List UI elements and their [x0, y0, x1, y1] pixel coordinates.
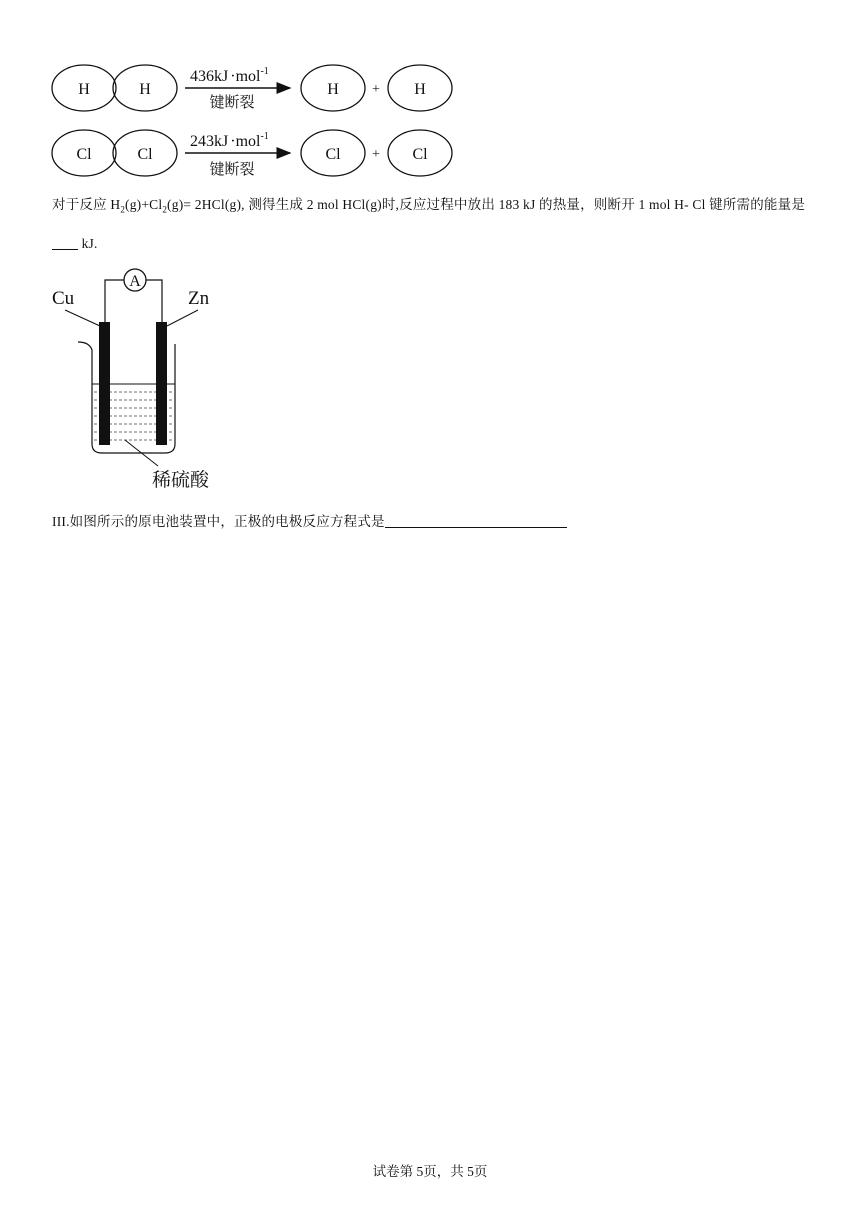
bond-row-cl2 [52, 130, 452, 178]
atom-label: H [414, 81, 426, 98]
answer-blank[interactable] [385, 513, 567, 528]
question-text: (g)= 2HCl(g), 测得生成 2 mol HCl(g)时,反应过程中放出 183 kJ 的热量，则断开 1 mol H- Cl 键所需的能量是 [167, 197, 806, 212]
atom-label: Cl [76, 146, 92, 163]
atom-label: Cl [325, 146, 341, 163]
subscript: 2 [120, 204, 126, 215]
atom-label: H [139, 81, 151, 98]
galvanic-cell-diagram [40, 258, 260, 498]
bond-row-h2 [52, 65, 452, 111]
bond-breaking-diagram [0, 0, 470, 190]
energy-label: 436kJ ·mol$^{-1}$ [190, 66, 269, 85]
plus-sign: + [372, 82, 380, 97]
atom-label: H [327, 81, 339, 98]
arrow-caption: 键断裂 [209, 162, 255, 178]
question-bond-energy [52, 188, 822, 260]
subscript: 2 [162, 204, 168, 215]
question-text: 对于反应 H [52, 197, 121, 212]
page-footer: 试卷第 5页，共 5页 [372, 1164, 488, 1179]
question-text: III.如图所示的原电池装置中，正极的电极反应方程式是 [52, 514, 385, 529]
solution-label: 稀硫酸 [152, 469, 210, 491]
arrow-caption: 键断裂 [209, 95, 255, 111]
zn-label: Zn [188, 288, 210, 309]
leader-line [167, 310, 198, 326]
wire [105, 280, 124, 322]
atom-label: H [78, 81, 90, 98]
plus-sign: + [372, 147, 380, 162]
question-text: (g)+Cl [125, 197, 163, 212]
wire [146, 280, 162, 322]
atom-label: Cl [412, 146, 428, 163]
atom-label: Cl [137, 146, 153, 163]
cu-electrode [99, 322, 110, 445]
ammeter-label: A [129, 273, 141, 290]
leader-line [65, 310, 100, 326]
question-text: kJ. [78, 235, 98, 251]
cu-label: Cu [52, 288, 75, 309]
energy-label: 243kJ ·mol$^{-1}$ [190, 131, 269, 150]
answer-blank[interactable] [52, 235, 78, 250]
zn-electrode [156, 322, 167, 445]
question-electrode-reaction [52, 505, 822, 538]
